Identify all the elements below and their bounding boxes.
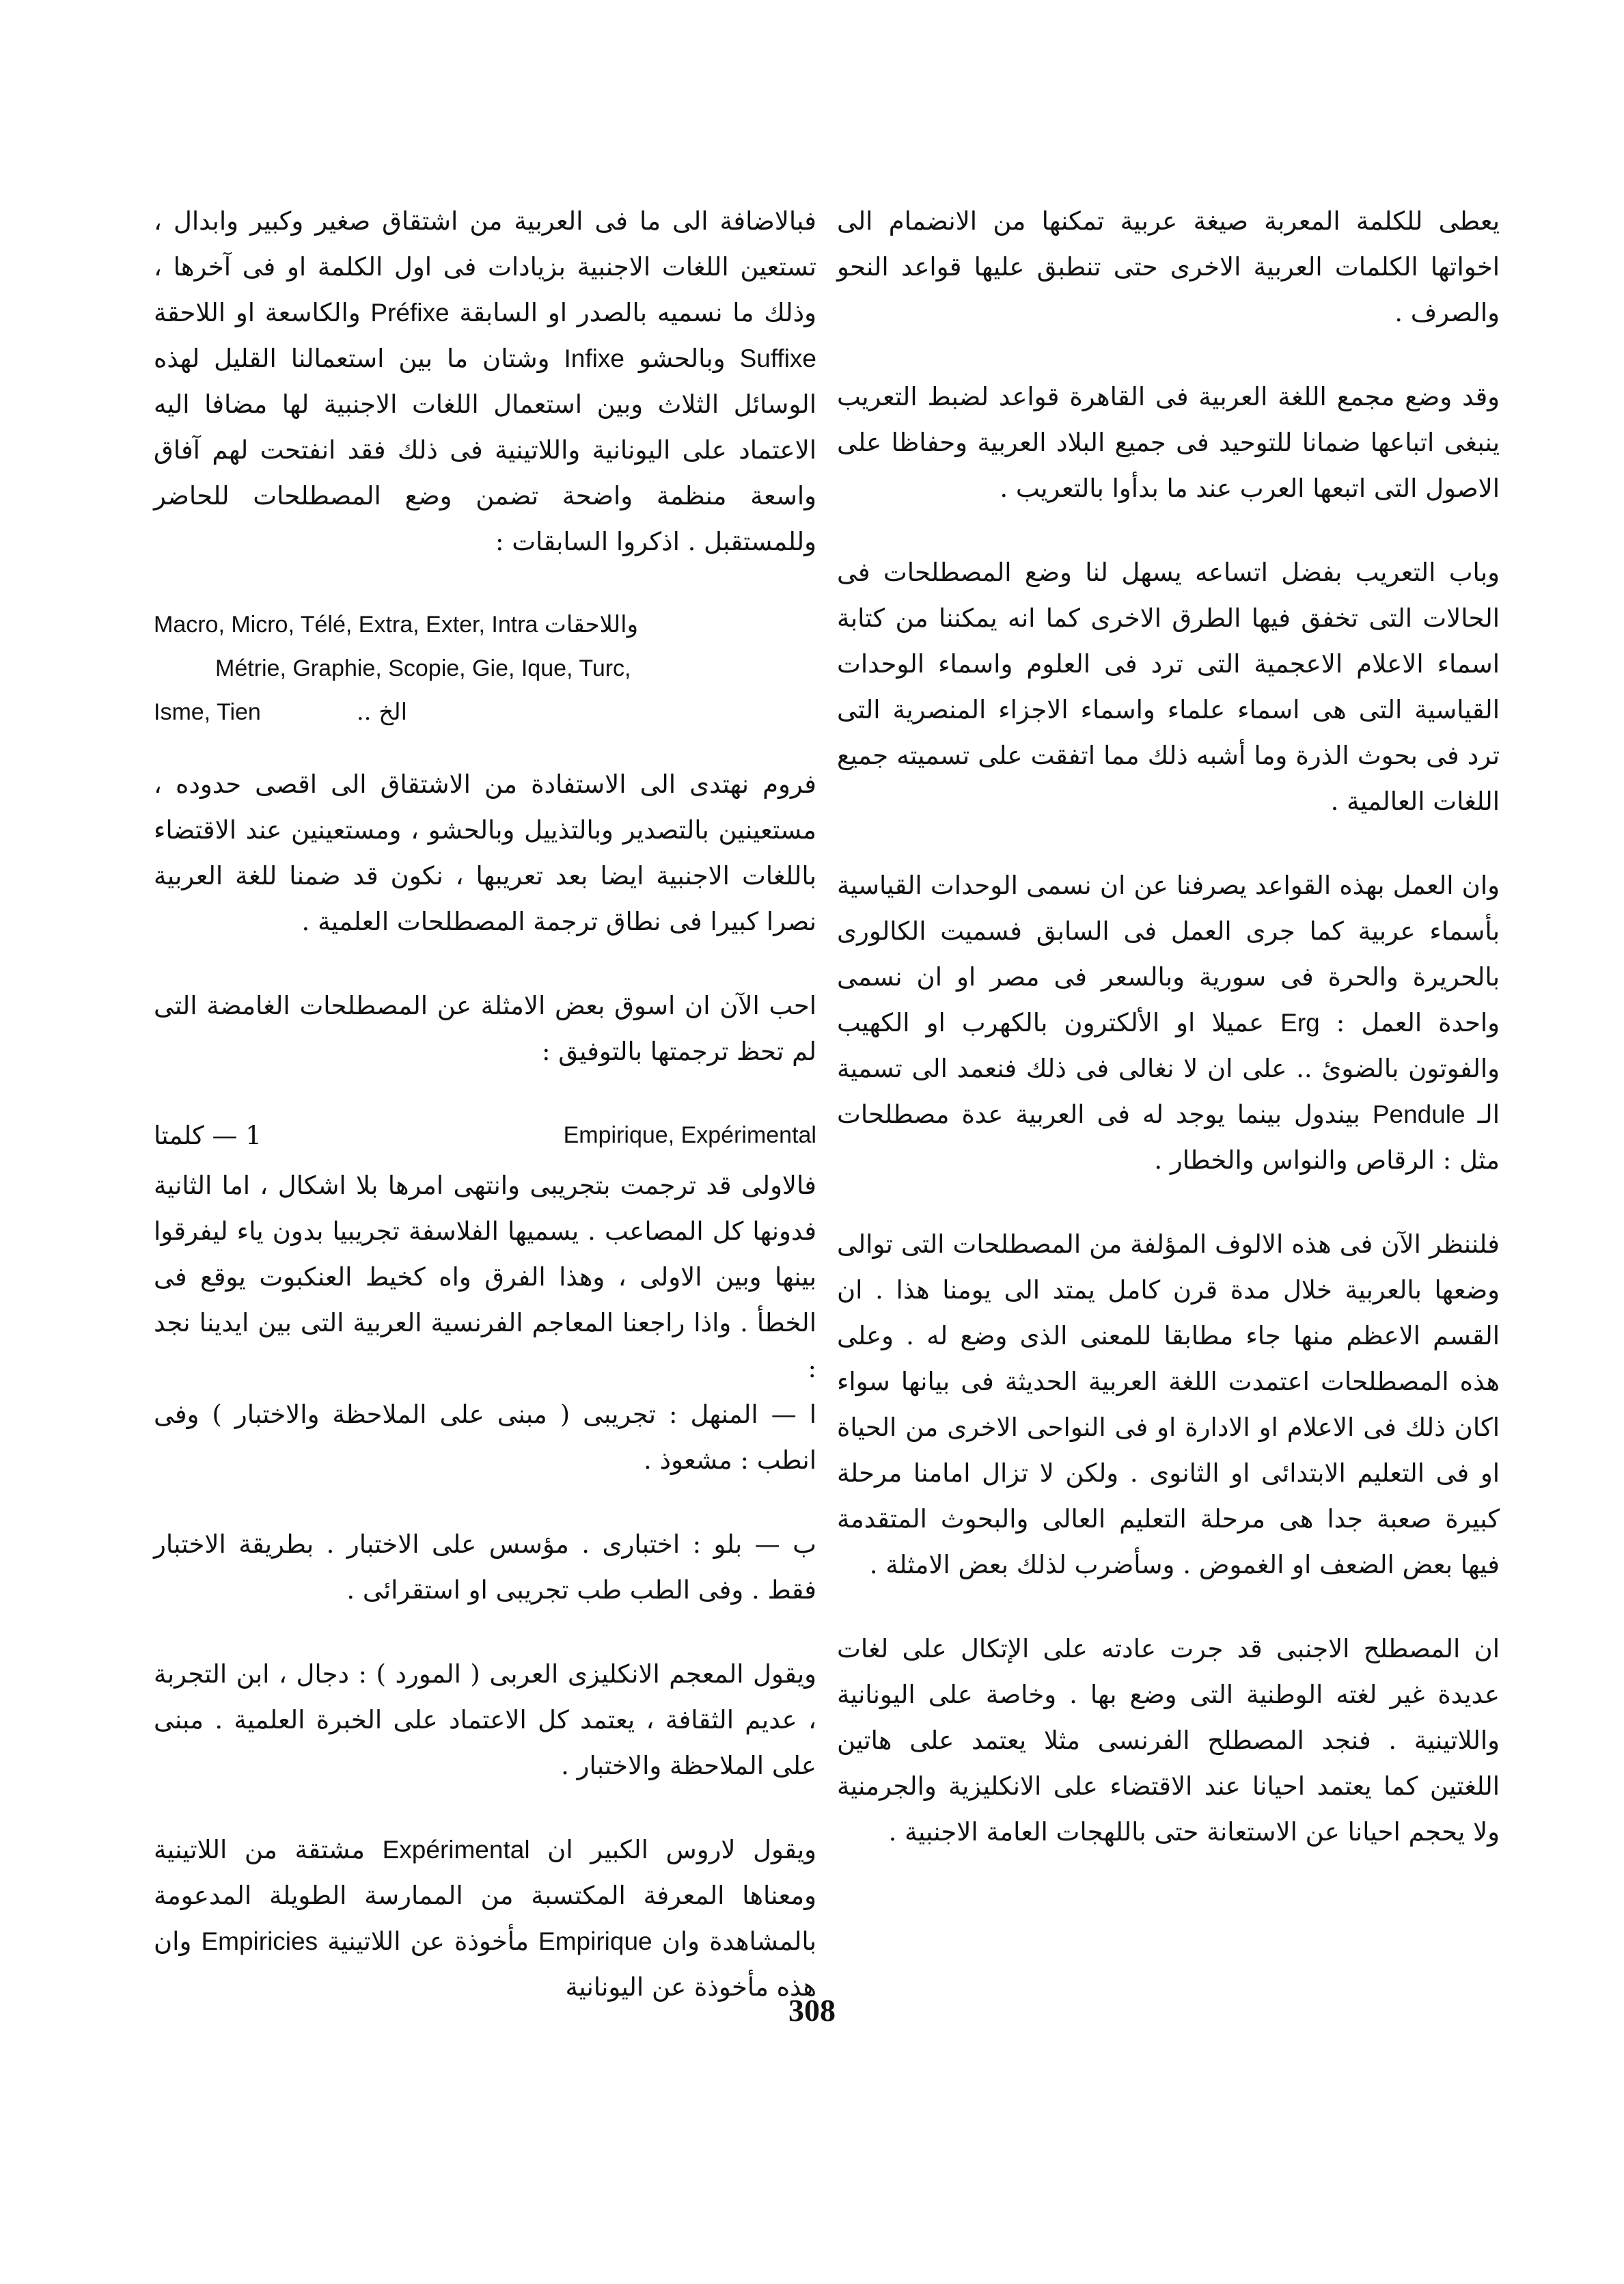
right-paragraph-2: وقد وضع مجمع اللغة العربية فى القاهرة قواعد لضبط التعريب ينبغى اتباعها ضمانا للتوحيد فى جميع البلاد العربية وحفاظا على الاصول التى اتبعها العرب عند ما بدأوا بالتعريب . — [837, 382, 1500, 503]
left-column — [154, 198, 816, 2048]
larousse-text-c: مأخوذة عن اللاتينية — [327, 1927, 529, 1956]
affix-list — [154, 603, 816, 734]
right-paragraph-1: يعطى للكلمة المعربة صيغة عربية تمكنها من الانضمام الى اخواتها الكلمات العربية الاخرى حتى تنطبق عليها قواعد النحو والصرف . — [837, 206, 1500, 327]
p1-text-a: فبالاضافة الى ما فى العربية من اشتقاق صغير وكبير وابدال ، تستعين اللغات الاجنبية بزيادات فى اول الكلمة او فى آخرها ، وذلك ما نسميه بالصدر او السابقة — [154, 206, 816, 327]
term-empirique: Empirique — [538, 1927, 652, 1955]
term-pendule: Pendule — [1372, 1100, 1465, 1128]
right-column — [837, 198, 1500, 1893]
p1-text-c: وبالحشو — [638, 344, 726, 373]
term-experimental: Expérimental — [382, 1836, 530, 1864]
term-erg: Erg — [1280, 1009, 1320, 1037]
affix-line-3 — [154, 690, 816, 734]
p4-text-a: وان العمل بهذه القواعد يصرفنا عن ان نسمى الوحدات القياسية بأسماء عربية كما جرى العمل فى السابق فسميت الكالورى بالحريرة والحرة فى سورية وبالسعر فى مصر او ان نسمى واحدة العمل : — [837, 871, 1500, 1037]
example-heading-arabic: 1 — كلمتا — [154, 1121, 262, 1150]
p4-text-b: عميلا او الألكترون بالكهرب او الكهيب والفوتون بالضوئ .. على ان لا نغالى فى ذلك فنعمد الى تسمية الـ — [837, 1008, 1500, 1129]
larousse-text-a: ويقول لاروس الكبير ان — [547, 1835, 817, 1864]
p4-text-c: بيندول بينما يوجد له فى العربية عدة مصطلحات مثل : الرقاص والنواس والخطار . — [837, 1100, 1500, 1175]
mawrid-paragraph: ويقول المعجم الانكليزى العربى ( المورد ) : دجال ، ابن التجربة ، عديم الثقافة ، يعتمد كل الاعتماد على الخبرة العلمية . مبنى على الملاحظة والاختبار . — [154, 1659, 816, 1780]
suffixes-word: واللاحقات — [544, 611, 638, 638]
term-infixe: Infixe — [564, 344, 624, 372]
term-empiricies: Empiricies — [201, 1927, 318, 1955]
right-paragraph-3: وباب التعريب بفضل اتساعه يسهل لنا وضع المصطلحات فى الحالات التى تخفق فيها الطرق الاخرى كما انه يمكننا من كتابة اسماء الاعلام الاعجمية التى ترد فى العلوم واسماء الوحدات القياسية التى هى اسماء علماء واسماء الاجزاء المنصرية التى ترد فى بحوث الذرة وما أشبه ذلك مما اتفقت على تسميته جميع اللغات العالمية . — [837, 558, 1500, 816]
right-paragraph-4 — [837, 862, 1500, 1183]
left-paragraph-2: فروم نهتدى الى الاستفادة من الاشتقاق الى اقصى حدوده ، مستعينين بالتصدير وبالتذييل وبالحشو ، ومستعينين عند الاقتضاء باللغات الاجنبية ايضا بعد تعريبها ، نكون قد ضمنا للغة العربية نصرا كبيرا فى نطاق ترجمة المصطلحات العلمية . — [154, 770, 816, 936]
term-prefixe: Préfixe — [370, 299, 450, 327]
example-item-b: ب — بلو : اختبارى . مؤسس على الاختبار . بطريقة الاختبار فقط . وفى الطب طب تجريبى او استقرائى . — [154, 1530, 816, 1605]
example-paragraph: فالاولى قد ترجمت بتجريبى وانتهى امرها بلا اشكال ، اما الثانية فدونها كل المصاعب . يسميها الفلاسفة تجريبيا بدون ياء ليفرقوا بينها وبين الاولى ، وهذا الفرق واه كخيط العنكبوت يوقع فى الخطأ . واذا راجعنا المعاجم الفرنسية العربية التى بين ايدينا نجد : — [154, 1171, 816, 1383]
etc-word: الخ .. — [356, 698, 408, 726]
example-heading — [154, 1113, 816, 1158]
p1-text-d: وشتان ما بين استعمالنا القليل لهذه الوسائل الثلاث وبين استعمال اللغات الاجنبية لها مضافا اليه الاعتماد على اليونانية واللاتينية فى ذلك فقد انفتحت لهم آفاق واسعة منظمة واضحة تضمن وضع المصطلحات للحاضر وللمستقبل . اذكروا السابقات : — [154, 344, 816, 556]
affix-line-1 — [154, 603, 816, 647]
larousse-paragraph — [154, 1827, 816, 2010]
affix-line-2: Métrie, Graphie, Scopie, Gie, Ique, Turc, — [215, 655, 631, 681]
left-paragraph-3: احب الآن ان اسوق بعض الامثلة عن المصطلحات الغامضة التى لم تحظ ترجمتها بالتوفيق : — [154, 991, 816, 1066]
left-paragraph-1 — [154, 198, 816, 565]
prefix-examples: Macro, Micro, Télé, Extra, Exter, Intra — [154, 612, 538, 638]
term-suffixe: Suffixe — [739, 344, 817, 372]
right-paragraph-5: فلننظر الآن فى هذه الالوف المؤلفة من المصطلحات التى توالى وضعها بالعربية خلال مدة قرن كامل يمتد الى يومنا هذا . ان القسم الاعظم منها جاء مطابقا للمعنى الذى وضع له . وعلى هذه المصطلحات اعتمدت اللغة العربية الحديثة فى بيانها سواء اكان ذلك فى الاعلام او الادارة او فى النواحى الاخرى من الحياة او فى التعليم الابتدائى او الثانوى . ولكن لا تزال امامنا مرحلة كبيرة صعبة جدا هى مرحلة التعليم العالى والبحوث المتقدمة فيها بعض الضعف او الغموض . وسأضرب لذلك بعض الامثلة . — [837, 1229, 1500, 1579]
right-paragraph-6: ان المصطلح الاجنبى قد جرت عادته على الإتكال على لغات عديدة غير لغته الوطنية التى وضع بها . وخاصة على اليونانية واللاتينية . فنجد المصطلح الفرنسى مثلا يعتمد على هاتين اللغتين كما يعتمد احيانا عند الاقتضاء على الانكليزية والجرمنية ولا يحجم احيانا عن الاستعانة حتى باللهجات العامة الاجنبية . — [837, 1634, 1500, 1847]
larousse-text-b: مشتقة من اللاتينية ومعناها المعرفة المكتسبة من الممارسة الطويلة المدعومة بالمشاهدة وان — [154, 1835, 817, 1956]
example-heading-latin: Empirique, Expérimental — [563, 1122, 816, 1148]
page-number: 308 — [788, 1993, 836, 2028]
larousse-text-d: وان هذه مأخوذة عن اليونانية — [154, 1927, 816, 2002]
p1-text-b: والكاسعة او اللاحقة — [154, 298, 361, 327]
example-item-a: ا — المنهل : تجريبى ( مبنى على الملاحظة والاختبار ) وفى انطب : مشعوذ . — [154, 1400, 816, 1475]
suffix-examples-end: Isme, Tien — [154, 699, 261, 725]
